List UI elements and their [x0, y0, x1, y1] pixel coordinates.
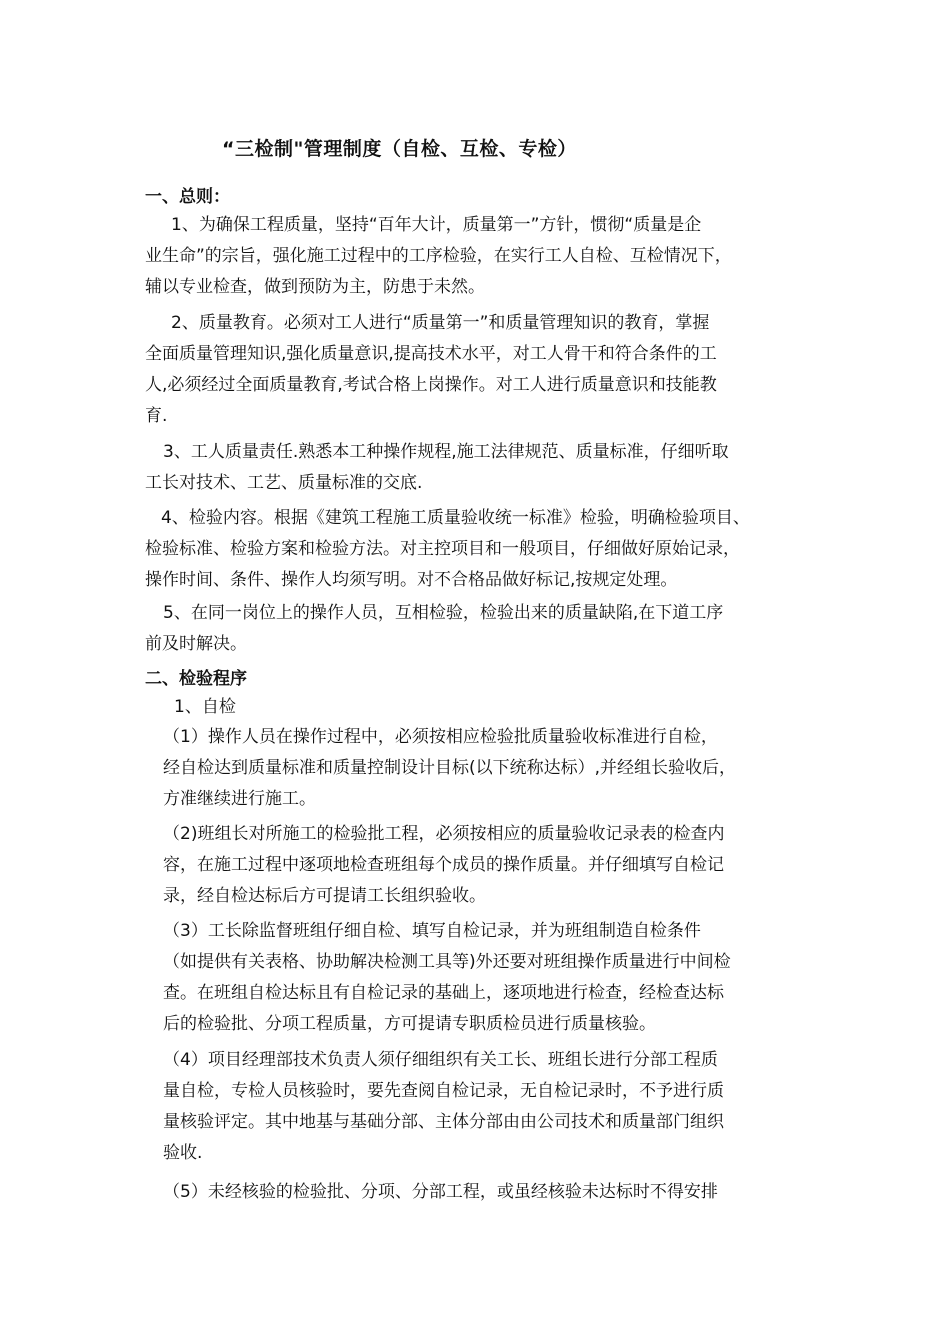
paragraph-item-1 [163, 722, 736, 815]
paragraph-line: 3、工人质量责任.熟悉本工种操作规程,施工法律规范、质量标准，仔细听取 [163, 442, 729, 462]
paragraph-line: （4）项目经理部技术负责人须仔细组织有关工长、班组长进行分部工程质 [163, 1050, 718, 1070]
paragraph-item-4 [163, 1045, 724, 1169]
paragraph-line: 全面质量管理知识,强化质量意识,提高技术水平，对工人骨干和符合条件的工 [145, 344, 717, 364]
paragraph-line: 方准继续进行施工。 [163, 789, 316, 809]
paragraph-line: 量核验评定。其中地基与基础分部、主体分部由由公司技术和质量部门组织 [163, 1112, 724, 1132]
subheading-self-inspection [174, 692, 236, 723]
paragraph-line: 业生命”的宗旨，强化施工过程中的工序检验，在实行工人自检、互检情况下， [145, 246, 732, 266]
section-heading-inspection: 二、检验程序 [145, 669, 247, 689]
paragraph-line: 后的检验批、分项工程质量，方可提请专职质检员进行质量核验。 [163, 1014, 656, 1034]
paragraph-line: 1、为确保工程质量，坚持“百年大计，质量第一”方针，惯彻“质量是企 [171, 215, 702, 235]
paragraph-5 [145, 598, 723, 660]
paragraph-item-5 [163, 1177, 718, 1208]
paragraph-line: 前及时解决。 [145, 634, 247, 654]
paragraph-line: 查。在班组自检达标且有自检记录的基础上，逐项地进行检查，经检查达标 [163, 983, 724, 1003]
paragraph-line: 验收. [163, 1143, 203, 1163]
paragraph-line: 辅以专业检查，做到预防为主，防患于未然。 [145, 277, 485, 297]
paragraph-line: 2、质量教育。必须对工人进行“质量第一”和质量管理知识的教育，掌握 [171, 313, 710, 333]
paragraph-line: （5）未经核验的检验批、分项、分部工程，或虽经核验未达标时不得安排 [163, 1182, 718, 1202]
paragraph-line: 1、自检 [174, 697, 236, 717]
paragraph-1 [145, 210, 732, 303]
paragraph-line: 容，在施工过程中逐项地检查班组每个成员的操作质量。并仔细填写自检记 [163, 855, 724, 875]
paragraph-line: 工长对技术、工艺、质量标准的交底. [145, 473, 423, 493]
paragraph-2 [145, 308, 717, 432]
paragraph-line: 操作时间、条件、操作人均须写明。对不合格品做好标记,按规定处理。 [145, 570, 678, 590]
paragraph-line: （3）工长除监督班组仔细自检、填写自检记录，并为班组制造自检条件 [163, 921, 701, 941]
paragraph-3 [145, 437, 729, 499]
paragraph-line: （2)班组长对所施工的检验批工程，必须按相应的质量验收记录表的检查内 [163, 824, 725, 844]
paragraph-line: 人,必须经过全面质量教育,考试合格上岗操作。对工人进行质量意识和技能教 [145, 375, 717, 395]
paragraph-line: （1）操作人员在操作过程中，必须按相应检验批质量验收标准进行自检， [163, 727, 718, 747]
paragraph-line: 4、检验内容。根据《建筑工程施工质量验收统一标准》检验，明确检验项目、 [161, 508, 750, 528]
section-heading-general: 一、总则： [145, 187, 230, 207]
paragraph-item-3 [163, 916, 731, 1040]
paragraph-line: 量自检，专检人员核验时，要先查阅自检记录，无自检记录时，不予进行质 [163, 1081, 724, 1101]
document-title: “三检制"管理制度（自检、互检、专检） [222, 138, 577, 160]
paragraph-line: 育. [145, 406, 168, 426]
paragraph-item-2 [163, 819, 724, 912]
paragraph-line: 5、在同一岗位上的操作人员，互相检验，检验出来的质量缺陷,在下道工序 [163, 603, 724, 623]
paragraph-line: （如提供有关表格、协助解决检测工具等)外还要对班组操作质量进行中间检 [163, 952, 731, 972]
paragraph-line: 检验标准、检验方案和检验方法。对主控项目和一般项目，仔细做好原始记录， [145, 539, 740, 559]
paragraph-4 [145, 503, 750, 596]
paragraph-line: 经自检达到质量标准和质量控制设计目标(以下统称达标）,并经组长验收后， [163, 758, 737, 778]
paragraph-line: 录，经自检达标后方可提请工长组织验收。 [163, 886, 486, 906]
